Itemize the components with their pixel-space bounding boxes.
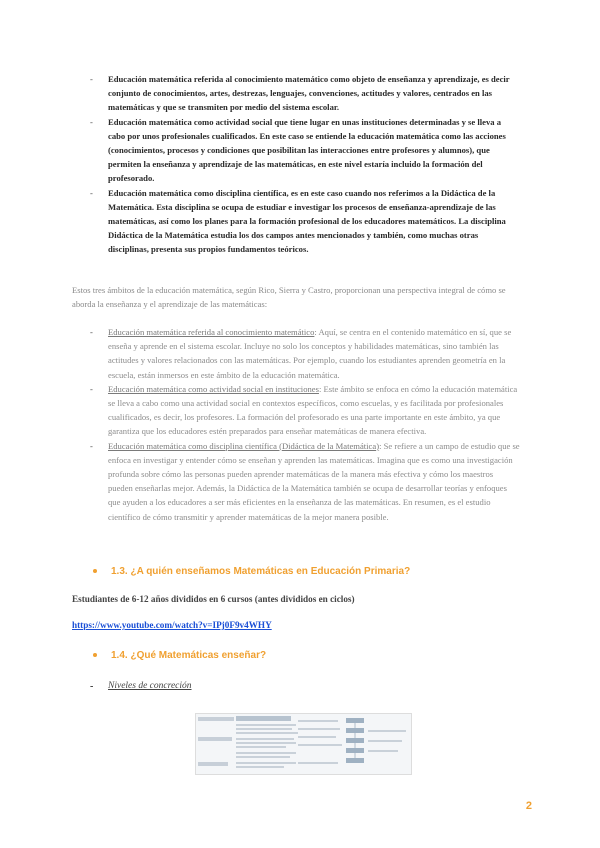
dash-bullet: - (90, 74, 93, 84)
dash-bullet: - (90, 383, 93, 394)
dash-bullet: - (90, 116, 93, 127)
list-item-text: : Se refiere a un campo de estudio que se enfoca en investigar y entender cómo se enseñan y aprenden las matemáticas. Imagina que es como una investigación profunda sobre cómo las personas pueden aprender matemáticas de la manera más efectiva y cómo los maestros pueden enseñarlas mejor. Además, la Didáctica de la Matemática también se ocupa de desarrollar teorías y enfoques que ayuden a los educadores a ser más eficientes en la enseñanza de las matemáticas. En resumen, es el estudio científico de cómo transmitir y aprender matemáticas de la mejor manera posible. (108, 440, 520, 522)
list-ambitos-explained (90, 325, 520, 524)
dash-bullet: - (90, 187, 93, 198)
bullet-dot-icon (93, 653, 97, 657)
list-item-text: : Este ámbito se enfoca en cómo la educación matemática se lleva a cabo como una actividad social en contextos específicos, como escuelas, y es facilitada por profesionales cualificados, es decir, los profesores. La formación del profesorado es una parte importante en este ámbito, ya que garantiza que los educadores estén preparados para enseñar matemáticas de manera efectiva. (108, 383, 518, 437)
page-number: 2 (525, 800, 532, 812)
list-item (90, 115, 510, 186)
levels-diagram-image (196, 714, 411, 774)
list-item (90, 186, 510, 257)
list-item-title: Educación matemática referida al conocimiento matemático como objeto de enseñanza y aprendizaje (108, 74, 478, 84)
section-heading-1-3 (93, 566, 410, 577)
dash-bullet: - (90, 327, 93, 337)
youtube-link[interactable]: https://www.youtube.com/watch?v=IPj0F9v4WHY (72, 620, 272, 630)
list-item-title: Educación matemática como disciplina científica (Didáctica de la Matemática) (108, 440, 380, 451)
list-item-title: Educación matemática como actividad social en instituciones (108, 383, 319, 394)
list-item-text: que tiene lugar en unas instituciones determinadas y se lleva a cabo por unos profesionales cualificados. En este caso se entiende la educación matemática como las acciones (conocimientos, procesos y condiciones que posibilitan las interacciones entre profesores y alumnos), que permiten la enseñanza y aprendizaje de las matemáticas, en este nivel estaría incluido la formación del profesorado. (108, 116, 506, 184)
list-item-text: , es en este caso cuando nos referimos a la Didáctica de la Matemática. Esta disciplina se ocupa de estudiar e investigar los procesos de enseñanza-aprendizaje de las matemáticas, así como los planes para la formación profesional de los educadores matemáticos. La disciplina Didáctica de la Matemática estudia los dos campos antes mencionados y también, como muchas otras disciplinas, presenta sus propios fundamentos teóricos. (108, 187, 506, 255)
list-item-title: Educación matemática como disciplina científica (108, 187, 287, 198)
list-item (90, 72, 510, 115)
heading-text: 1.3. ¿A quién enseñamos Matemáticas en Educación Primaria? (111, 566, 411, 577)
list-item (90, 382, 520, 439)
bullet-dot-icon (93, 569, 97, 573)
list-item (90, 325, 520, 382)
students-line: Estudiantes de 6-12 años divididos en 6 cursos (antes divididos en ciclos) (72, 594, 355, 604)
list-item-text: : Aquí, se centra en el contenido matemático en sí, que se enseña y aprende en el sistema escolar. Incluye no solo los conceptos y habilidades matemáticas, sino también las actitudes y valores relacionados con las matemáticas. Por ejemplo, cuando los estudiantes aprenden geometría en la escuela, están inmersos en este ámbito de la educación matemática. (108, 327, 512, 380)
list-item-title: Educación matemática referida al conocimiento matemático (108, 327, 315, 337)
intro-paragraph: Estos tres ámbitos de la educación matemática, según Rico, Sierra y Castro, proporcionan una perspectiva integral de cómo se aborda la enseñanza y el aprendizaje de las matemáticas: (72, 285, 506, 310)
list-ambitos-bold (90, 72, 510, 257)
levels-diagram-thumbnail (195, 713, 412, 775)
dash-bullet: - (90, 440, 93, 451)
list-item-text: , es decir conjunto de conocimientos, artes, destrezas, lenguajes, convenciones, actitudes y valores, centrados en las matemáticas y que se transmiten por medio del sistema escolar. (108, 74, 510, 113)
list-item-title: Educación matemática como actividad social (108, 116, 273, 127)
heading-text: 1.4. ¿Qué Matemáticas enseñar? (111, 650, 267, 661)
dash-bullet: - (90, 681, 94, 692)
section-heading-1-4 (93, 650, 266, 661)
list-item (90, 439, 520, 524)
niveles-label: Niveles de concreción (108, 681, 192, 691)
